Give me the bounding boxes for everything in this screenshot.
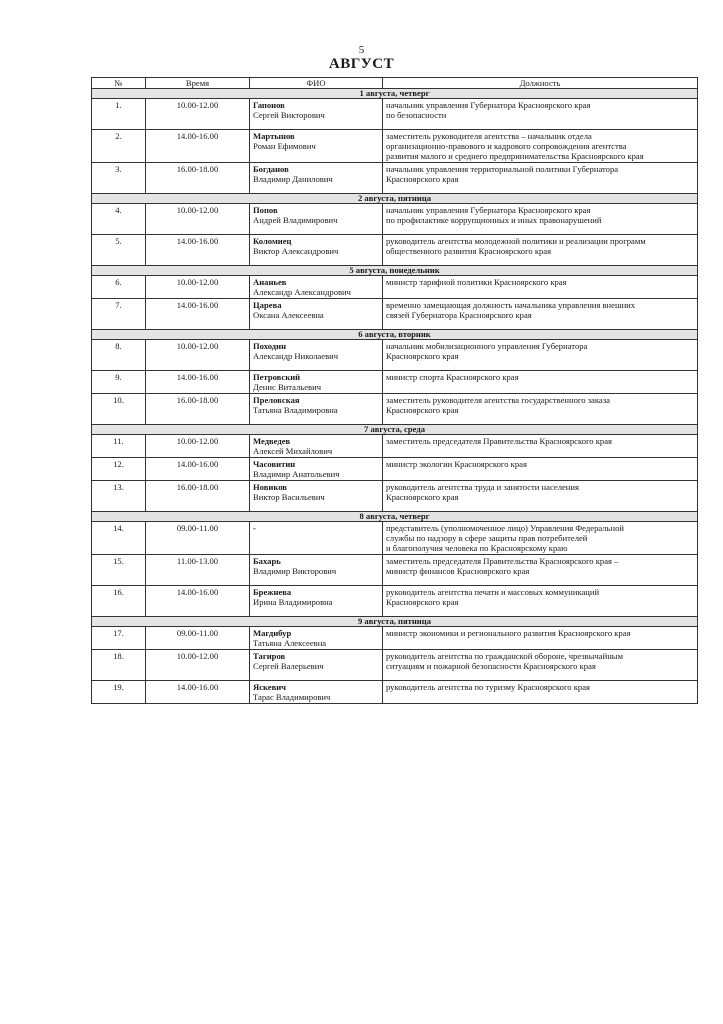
row-position: [383, 681, 698, 704]
row-position-text: руководитель агентства печати и массовых коммуникаций Красноярского края: [386, 587, 600, 607]
table-row: [92, 435, 698, 458]
row-time: 10.00-12.00: [146, 204, 250, 235]
row-surname: -: [253, 523, 256, 533]
row-surname: Мартынов: [253, 131, 295, 141]
row-given-names: Владимир Данилович: [253, 174, 333, 184]
row-number: 9.: [92, 371, 146, 394]
row-position-text: начальник управления Губернатора Красноярского края по профилактике коррупционных и иных правонарушений: [386, 205, 602, 225]
row-surname: Яскевич: [253, 682, 287, 692]
row-fio: [250, 586, 383, 617]
header-position: Должность: [383, 78, 698, 89]
table-row: [92, 650, 698, 681]
row-surname: Тагиров: [253, 651, 286, 661]
row-time: 16.00-18.00: [146, 481, 250, 512]
row-surname: Попов: [253, 205, 278, 215]
page-number: 5: [358, 44, 365, 56]
row-given-names: Сергей Валерьевич: [253, 661, 324, 671]
day-header-row: [92, 512, 698, 522]
row-position: [383, 586, 698, 617]
row-number: 19.: [92, 681, 146, 704]
row-position-text: начальник управления территориальной политики Губернатора Красноярского края: [386, 164, 619, 184]
row-time: 10.00-12.00: [146, 99, 250, 130]
day-header-row: [92, 330, 698, 340]
day-header-row: [92, 89, 698, 99]
row-number: 12.: [92, 458, 146, 481]
schedule-body: [92, 89, 698, 704]
row-given-names: Ирина Владимировна: [253, 597, 333, 607]
row-number: 14.: [92, 522, 146, 555]
month-title: АВГУСТ: [328, 56, 395, 72]
header-time: Время: [146, 78, 250, 89]
row-fio: [250, 235, 383, 266]
day-header-row: [92, 425, 698, 435]
header-fio: ФИО: [250, 78, 383, 89]
row-position: [383, 99, 698, 130]
table-row: [92, 627, 698, 650]
row-number: 7.: [92, 299, 146, 330]
row-given-names: Оксана Алексеевна: [253, 310, 324, 320]
row-time: 09.00-11.00: [146, 522, 250, 555]
row-position: [383, 394, 698, 425]
table-row: [92, 130, 698, 163]
row-surname: Богданов: [253, 164, 289, 174]
row-surname: Магдибур: [253, 628, 292, 638]
row-given-names: Роман Ефимович: [253, 141, 316, 151]
row-fio: [250, 435, 383, 458]
row-position: [383, 481, 698, 512]
row-given-names: Александр Александрович: [253, 287, 351, 297]
day-label: 8 августа, четверг: [92, 512, 698, 522]
table-row: [92, 340, 698, 371]
row-position: [383, 163, 698, 194]
row-position-text: министр спорта Красноярского края: [386, 372, 519, 382]
row-given-names: Андрей Владимирович: [253, 215, 338, 225]
row-given-names: Тарас Владимирович: [253, 692, 331, 702]
row-position: [383, 650, 698, 681]
row-number: 15.: [92, 555, 146, 586]
row-number: 18.: [92, 650, 146, 681]
row-number: 4.: [92, 204, 146, 235]
row-position: [383, 299, 698, 330]
row-fio: [250, 340, 383, 371]
row-position-text: начальник мобилизационного управления Губернатора Красноярского края: [386, 341, 588, 361]
row-fio: [250, 130, 383, 163]
day-header-row: [92, 617, 698, 627]
row-surname: Бахарь: [253, 556, 281, 566]
row-time: 11.00-13.00: [146, 555, 250, 586]
row-given-names: Сергей Викторович: [253, 110, 325, 120]
day-label: 6 августа, вторник: [92, 330, 698, 340]
table-row: [92, 299, 698, 330]
row-fio: [250, 481, 383, 512]
row-given-names: Александр Николаевич: [253, 351, 339, 361]
row-position-text: заместитель руководителя агентства государственного заказа Красноярского края: [386, 395, 610, 415]
table-row: [92, 163, 698, 194]
row-time: 14.00-16.00: [146, 130, 250, 163]
row-given-names: Денис Витальевич: [253, 382, 322, 392]
row-number: 11.: [92, 435, 146, 458]
row-surname: Коломиец: [253, 236, 292, 246]
table-row: [92, 481, 698, 512]
row-time: 14.00-16.00: [146, 371, 250, 394]
table-row: [92, 555, 698, 586]
row-fio: [250, 276, 383, 299]
row-fio: [250, 299, 383, 330]
table-row: [92, 204, 698, 235]
row-time: 14.00-16.00: [146, 299, 250, 330]
row-time: 10.00-12.00: [146, 340, 250, 371]
row-surname: Царева: [253, 300, 282, 310]
row-position-text: руководитель агентства по гражданской обороне, чрезвычайным ситуациям и пожарной безопасности Красноярского края: [386, 651, 624, 671]
row-number: 10.: [92, 394, 146, 425]
row-fio: [250, 458, 383, 481]
row-fio: [250, 555, 383, 586]
row-position-text: заместитель председателя Правительства Красноярского края: [386, 436, 612, 446]
row-fio: [250, 99, 383, 130]
table-row: [92, 586, 698, 617]
row-surname: Брежнева: [253, 587, 292, 597]
row-number: 1.: [92, 99, 146, 130]
row-position-text: руководитель агентства по туризму Красноярского края: [386, 682, 590, 692]
row-position-text: заместитель председателя Правительства Красноярского края – министр финансов Красноярского края: [386, 556, 619, 576]
table-row: [92, 458, 698, 481]
row-number: 8.: [92, 340, 146, 371]
row-surname: Гапонов: [253, 100, 285, 110]
row-given-names: Владимир Анатольевич: [253, 469, 340, 479]
row-position: [383, 555, 698, 586]
row-surname: Преловская: [253, 395, 300, 405]
row-number: 16.: [92, 586, 146, 617]
day-header-row: [92, 266, 698, 276]
row-position: [383, 435, 698, 458]
row-time: 14.00-16.00: [146, 681, 250, 704]
row-position: [383, 522, 698, 555]
row-time: 14.00-16.00: [146, 235, 250, 266]
row-position: [383, 371, 698, 394]
row-position: [383, 340, 698, 371]
row-position: [383, 204, 698, 235]
row-position: [383, 458, 698, 481]
row-given-names: Татьяна Алексеевна: [253, 638, 327, 648]
row-time: 16.00-18.00: [146, 394, 250, 425]
row-position-text: заместитель руководителя агентства – начальник отдела организационно-правового и кадрового сопровождения агентства развития малого и среднего предпринимательства Красноярского края: [386, 131, 644, 161]
row-time: 14.00-16.00: [146, 586, 250, 617]
row-surname: Петровский: [253, 372, 301, 382]
row-fio: [250, 681, 383, 704]
row-number: 5.: [92, 235, 146, 266]
row-time: 10.00-12.00: [146, 650, 250, 681]
row-position-text: руководитель агентства труда и занятости населения Красноярского края: [386, 482, 579, 502]
table-row: [92, 99, 698, 130]
row-surname: Часовитин: [253, 459, 296, 469]
row-number: 6.: [92, 276, 146, 299]
row-number: 13.: [92, 481, 146, 512]
table-header-row: [92, 78, 698, 89]
row-number: 3.: [92, 163, 146, 194]
day-label: 7 августа, среда: [92, 425, 698, 435]
row-position: [383, 130, 698, 163]
row-fio: [250, 371, 383, 394]
row-position-text: руководитель агентства молодежной политики и реализации программ общественного развития Красноярского края: [386, 236, 646, 256]
row-number: 2.: [92, 130, 146, 163]
row-surname: Новиков: [253, 482, 287, 492]
row-given-names: Виктор Васильевич: [253, 492, 325, 502]
row-time: 14.00-16.00: [146, 458, 250, 481]
row-number: 17.: [92, 627, 146, 650]
table-row: [92, 235, 698, 266]
row-given-names: Виктор Александрович: [253, 246, 339, 256]
table-row: [92, 371, 698, 394]
row-fio: [250, 650, 383, 681]
row-position: [383, 276, 698, 299]
row-time: 10.00-12.00: [146, 435, 250, 458]
row-position: [383, 235, 698, 266]
reception-schedule-table: [91, 77, 698, 704]
row-position-text: министр тарифной политики Красноярского края: [386, 277, 567, 287]
row-time: 09.00-11.00: [146, 627, 250, 650]
day-label: 2 августа, пятница: [92, 194, 698, 204]
row-time: 16.00-18.00: [146, 163, 250, 194]
table-row: [92, 394, 698, 425]
table-row: [92, 681, 698, 704]
row-surname: Медведев: [253, 436, 291, 446]
day-label: 5 августа, понедельник: [92, 266, 698, 276]
row-position-text: представитель (уполномоченное лицо) Управления Федеральной службы по надзору в сфере защиты прав потребителей и благополучия человека по Красноярскому краю: [386, 523, 624, 553]
row-given-names: Алексей Михайлович: [253, 446, 333, 456]
row-given-names: Владимир Викторович: [253, 566, 337, 576]
row-time: 10.00-12.00: [146, 276, 250, 299]
row-fio: [250, 163, 383, 194]
row-fio: [250, 394, 383, 425]
row-position-text: министр экономики и регионального развития Красноярского края: [386, 628, 631, 638]
row-position-text: временно замещающая должность начальника управления внешних связей Губернатора Красноярского края: [386, 300, 636, 320]
row-surname: Походин: [253, 341, 287, 351]
row-position: [383, 627, 698, 650]
row-fio: [250, 204, 383, 235]
row-fio: [250, 522, 383, 555]
row-position-text: начальник управления Губернатора Красноярского края по безопасности: [386, 100, 591, 120]
row-surname: Ананьев: [253, 277, 287, 287]
row-position-text: министр экологии Красноярского края: [386, 459, 527, 469]
row-fio: [250, 627, 383, 650]
row-given-names: Татьяна Владимировна: [253, 405, 338, 415]
table-row: [92, 522, 698, 555]
header-number: №: [92, 78, 146, 89]
day-header-row: [92, 194, 698, 204]
day-label: 1 августа, четверг: [92, 89, 698, 99]
table-row: [92, 276, 698, 299]
day-label: 9 августа, пятница: [92, 617, 698, 627]
